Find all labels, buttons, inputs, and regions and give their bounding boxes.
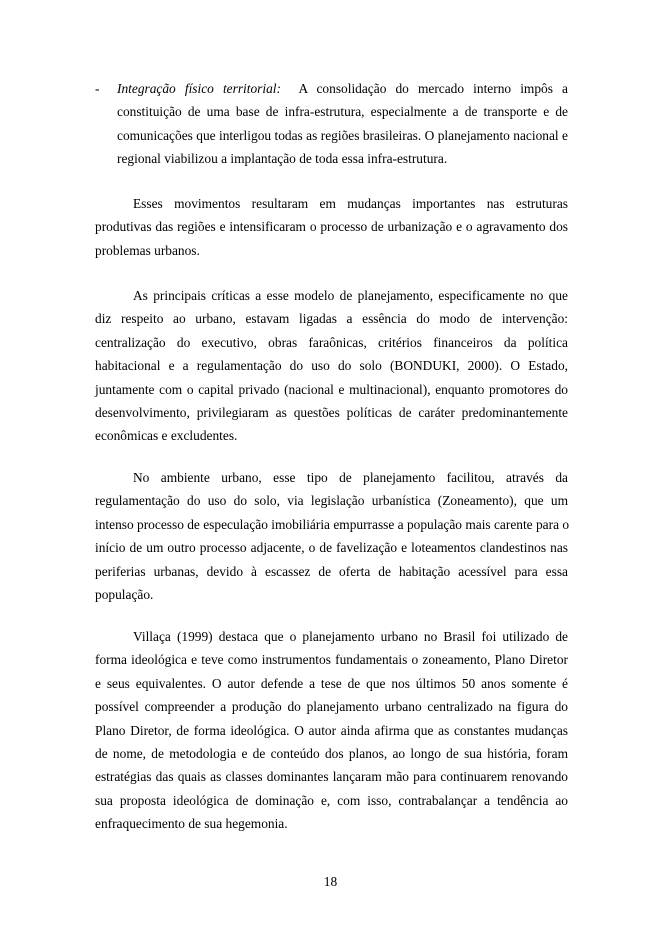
bullet-line-1 (95, 77, 568, 100)
paragraph-line: habitacional e a regulamentação do uso do solo (BONDUKI, 2000). O Estado, (95, 358, 568, 374)
paragraph-line: centralização do executivo, obras faraônicas, critérios financeiros da política (95, 334, 568, 350)
paragraph-line: de nome, de metodologia e de conteúdo dos planos, ao longo de sua história, foram (95, 745, 568, 761)
paragraph-line: sua proposta ideológica de dominação e, com isso, contrabalançar a tendência ao (95, 792, 568, 808)
bullet-dash: - (95, 81, 100, 96)
paragraph-line: e seus equivalentes. O autor defende a tese de que nos últimos 50 anos somente é (95, 675, 568, 691)
paragraph-line: juntamente com o capital privado (nacional e multinacional), enquanto promotores do (95, 381, 568, 397)
bullet-lead-italic: Integração físico territorial: (117, 81, 281, 96)
bullet-line-2: constituição de uma base de infra-estrutura, especialmente a de transporte e de (117, 104, 568, 120)
bullet-line-4: regional viabilizou a implantação de toda essa infra-estrutura. (117, 151, 448, 167)
paragraph-line: intenso processo de especulação imobiliária empurrasse a população mais carente para o (95, 516, 570, 532)
paragraph-criticas (95, 284, 568, 448)
paragraph-line: população. (95, 586, 154, 602)
paragraph-line: No ambiente urbano, esse tipo de planejamento facilitou, através da (133, 470, 568, 485)
paragraph-line: início de um outro processo adjacente, o de favelização e loteamentos clandestinos nas (95, 540, 568, 556)
bullet-line-1-text: A consolidação do mercado interno impôs a (281, 81, 568, 96)
paragraph-line: diz respeito ao urbano, estavam ligadas a essência do modo de intervenção: (95, 311, 568, 327)
paragraph-line: Esses movimentos resultaram em mudanças importantes nas estruturas (133, 196, 568, 211)
paragraph-line: Plano Diretor, de forma ideológica. O autor ainda afirma que as constantes mudanças (95, 722, 568, 738)
paragraph-line: econômicas e excludentes. (95, 428, 238, 444)
bullet-line-3: comunicações que interligou todas as regiões brasileiras. O planejamento nacional e (117, 127, 568, 143)
page-number: 18 (323, 874, 338, 889)
paragraph-line: produtivas das regiões e intensificaram o processo de urbanização e o agravamento dos (95, 219, 568, 235)
paragraph-line: problemas urbanos. (95, 242, 200, 258)
paragraph-line: desenvolvimento, privilegiaram as questões políticas de caráter predominantemente (95, 404, 568, 420)
paragraph-ambiente-urbano (95, 466, 568, 606)
paragraph-line: forma ideológica e teve como instrumentos fundamentais o zoneamento, Plano Diretor (95, 652, 568, 668)
paragraph-line: estratégias das quais as classes dominantes lançaram mão para continuarem renovando (95, 769, 568, 785)
paragraph-line: periferias urbanas, devido à escassez de oferta de habitação acessível para essa (95, 563, 568, 579)
paragraph-villaca (95, 625, 568, 836)
paragraph-line: enfraquecimento de sua hegemonia. (95, 816, 288, 832)
paragraph-line: regulamentação do uso do solo, via legislação urbanística (Zoneamento), que um (95, 493, 568, 509)
paragraph-line: possível compreender a produção do planejamento urbano centralizado na figura do (95, 699, 568, 715)
bullet-item-integracao (95, 77, 568, 171)
paragraph-movimentos (95, 192, 568, 262)
paragraph-line: Villaça (1999) destaca que o planejamento urbano no Brasil foi utilizado de (133, 629, 568, 644)
paragraph-line: As principais críticas a esse modelo de planejamento, especificamente no que (133, 288, 568, 303)
